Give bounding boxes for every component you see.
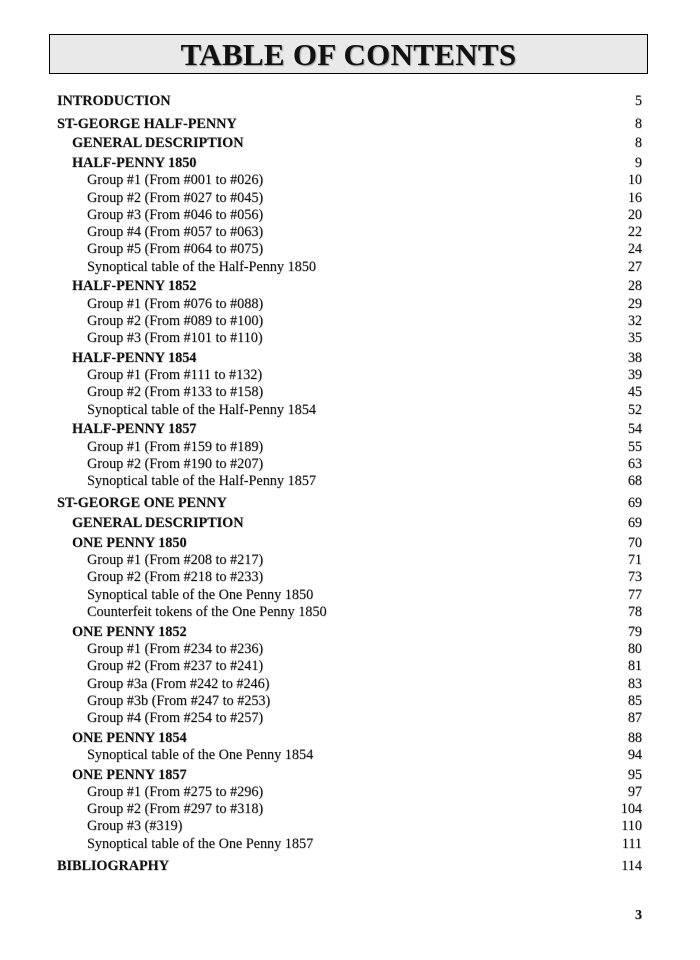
toc-entry-one-penny-1857[interactable] xyxy=(0,766,700,784)
toc-entry-page: 81 xyxy=(627,658,642,674)
toc-entry-page: 38 xyxy=(627,350,642,366)
toc-entry-page: 29 xyxy=(627,296,642,312)
toc-entry-label: HALF-PENNY 1850 xyxy=(72,155,197,171)
toc-entry-page: 78 xyxy=(627,604,642,620)
toc-entry-label: Group #2 (From #133 to #158) xyxy=(87,384,264,400)
toc-entry-group[interactable] xyxy=(0,366,700,384)
toc-entry-half-penny-1857[interactable] xyxy=(0,420,700,438)
toc-entry-page: 83 xyxy=(627,676,642,692)
toc-entry-half-penny-1854[interactable] xyxy=(0,349,700,367)
toc-entry-introduction[interactable] xyxy=(0,92,700,110)
toc-entry-label: Group #2 (From #237 to #241) xyxy=(87,658,264,674)
toc-entry-page: 63 xyxy=(627,456,642,472)
toc-entry-page: 55 xyxy=(627,439,642,455)
toc-entry-label: HALF-PENNY 1854 xyxy=(72,350,197,366)
toc-entry-half-penny-1852[interactable] xyxy=(0,277,700,295)
toc-entry-page: 24 xyxy=(627,241,642,257)
toc-entry-label: Group #3b (From #247 to #253) xyxy=(87,693,271,709)
toc-entry-label: ST-GEORGE HALF-PENNY xyxy=(57,116,237,132)
toc-entry-label: Synoptical table of the One Penny 1854 xyxy=(87,747,314,763)
toc-entry-label: Synoptical table of the One Penny 1850 xyxy=(87,587,314,603)
toc-entry-page: 104 xyxy=(620,801,642,817)
toc-entry-group[interactable] xyxy=(0,783,700,801)
toc-entry-one-penny-1852[interactable] xyxy=(0,623,700,641)
toc-entry-label: Group #1 (From #001 to #026) xyxy=(87,172,264,188)
toc-entry-bibliography[interactable] xyxy=(0,857,700,875)
toc-entry-group[interactable] xyxy=(0,295,700,313)
toc-entry-label: Group #3 (From #046 to #056) xyxy=(87,207,264,223)
toc-entry-label: Group #2 (From #297 to #318) xyxy=(87,801,264,817)
toc-entry-general-description[interactable] xyxy=(0,134,700,152)
toc-entry-label: Group #2 (From #089 to #100) xyxy=(87,313,264,329)
toc-entry-synoptical-table[interactable] xyxy=(0,258,700,276)
toc-entry-label: Group #4 (From #057 to #063) xyxy=(87,224,264,240)
toc-entry-label: Group #1 (From #275 to #296) xyxy=(87,784,264,800)
toc-entry-label: Group #2 (From #190 to #207) xyxy=(87,456,264,472)
toc-entry-page: 28 xyxy=(627,278,642,294)
toc-entry-label: Synoptical table of the Half-Penny 1854 xyxy=(87,402,316,418)
toc-entry-page: 20 xyxy=(627,207,642,223)
toc-entry-st-george-one-penny[interactable] xyxy=(0,494,700,512)
toc-entry-group[interactable] xyxy=(0,817,700,835)
toc-entry-label: Synoptical table of the Half-Penny 1857 xyxy=(87,473,316,489)
toc-entry-page: 9 xyxy=(634,155,642,171)
toc-entry-label: Synoptical table of the One Penny 1857 xyxy=(87,836,314,852)
toc-entry-page: 39 xyxy=(627,367,642,383)
toc-entry-group[interactable] xyxy=(0,800,700,818)
toc-entry-page: 70 xyxy=(627,535,642,551)
toc-entry-label: Group #1 (From #234 to #236) xyxy=(87,641,264,657)
page-title: TABLE OF CONTENTS xyxy=(180,36,517,72)
toc-entry-label: Group #5 (From #064 to #075) xyxy=(87,241,264,257)
toc-entry-group[interactable] xyxy=(0,709,700,727)
toc-entry-half-penny-1850[interactable] xyxy=(0,154,700,172)
toc-entry-one-penny-1854[interactable] xyxy=(0,729,700,747)
toc-entry-group[interactable] xyxy=(0,223,700,241)
toc-entry-group[interactable] xyxy=(0,675,700,693)
toc-entry-page: 68 xyxy=(627,473,642,489)
toc-entry-label: Group #2 (From #027 to #045) xyxy=(87,190,264,206)
toc-entry-group[interactable] xyxy=(0,171,700,189)
toc-entry-counterfeit-tokens[interactable] xyxy=(0,603,700,621)
toc-entry-group[interactable] xyxy=(0,455,700,473)
toc-entry-group[interactable] xyxy=(0,568,700,586)
toc-entry-label: Group #1 (From #111 to #132) xyxy=(87,367,263,383)
toc-entry-group[interactable] xyxy=(0,206,700,224)
toc-entry-label: ONE PENNY 1852 xyxy=(72,624,187,640)
toc-entry-label: HALF-PENNY 1857 xyxy=(72,421,197,437)
toc-entry-page: 45 xyxy=(627,384,642,400)
toc-entry-label: Group #1 (From #159 to #189) xyxy=(87,439,264,455)
toc-entry-page: 52 xyxy=(627,402,642,418)
toc-entry-page: 94 xyxy=(627,747,642,763)
toc-entry-page: 110 xyxy=(621,818,642,834)
toc-entry-label: Group #1 (From #208 to #217) xyxy=(87,552,264,568)
toc-entry-label: GENERAL DESCRIPTION xyxy=(72,135,244,151)
toc-entry-synoptical-table[interactable] xyxy=(0,472,700,490)
toc-entry-label: ONE PENNY 1850 xyxy=(72,535,187,551)
toc-entry-page: 35 xyxy=(627,330,642,346)
toc-entry-group[interactable] xyxy=(0,692,700,710)
toc-entry-page: 85 xyxy=(627,693,642,709)
toc-entry-page: 69 xyxy=(627,495,642,511)
toc-entry-page: 32 xyxy=(627,313,642,329)
toc-entry-group[interactable] xyxy=(0,329,700,347)
toc-entry-st-george-half-penny[interactable] xyxy=(0,115,700,133)
toc-entry-label: Group #3 (From #101 to #110) xyxy=(87,330,263,346)
toc-entry-page: 8 xyxy=(634,135,642,151)
toc-entry-label: Group #3 (#319) xyxy=(87,818,183,834)
toc-entry-page: 88 xyxy=(627,730,642,746)
toc-entry-label: Group #1 (From #076 to #088) xyxy=(87,296,264,312)
toc-entry-label: ONE PENNY 1854 xyxy=(72,730,187,746)
toc-entry-page: 87 xyxy=(627,710,642,726)
page-number: 3 xyxy=(635,908,642,923)
toc-entry-group[interactable] xyxy=(0,312,700,330)
toc-entry-page: 95 xyxy=(627,767,642,783)
toc-entry-page: 54 xyxy=(627,421,642,437)
toc-entry-label: Synoptical table of the Half-Penny 1850 xyxy=(87,259,316,275)
toc-entry-page: 22 xyxy=(627,224,642,240)
toc-entry-label: Counterfeit tokens of the One Penny 1850 xyxy=(87,604,327,620)
toc-entry-synoptical-table[interactable] xyxy=(0,746,700,764)
toc-entry-label: Group #3a (From #242 to #246) xyxy=(87,676,270,692)
toc-entry-page: 73 xyxy=(627,569,642,585)
toc-entry-label: BIBLIOGRAPHY xyxy=(57,858,169,874)
toc-entry-page: 111 xyxy=(621,836,642,852)
toc-entry-group[interactable] xyxy=(0,551,700,569)
toc-entry-label: GENERAL DESCRIPTION xyxy=(72,515,244,531)
toc-entry-group[interactable] xyxy=(0,438,700,456)
toc-entry-page: 5 xyxy=(634,93,642,109)
toc-entry-page: 69 xyxy=(627,515,642,531)
toc-entry-label: Group #2 (From #218 to #233) xyxy=(87,569,264,585)
toc-entry-group[interactable] xyxy=(0,640,700,658)
toc-entry-page: 77 xyxy=(627,587,642,603)
toc-title-box xyxy=(49,34,648,74)
toc-entry-label: ST-GEORGE ONE PENNY xyxy=(57,495,227,511)
toc-entry-synoptical-table[interactable] xyxy=(0,586,700,604)
toc-entry-label: INTRODUCTION xyxy=(57,93,171,109)
toc-entry-synoptical-table[interactable] xyxy=(0,401,700,419)
toc-entry-group[interactable] xyxy=(0,240,700,258)
toc-entry-synoptical-table[interactable] xyxy=(0,835,700,853)
toc-entry-page: 71 xyxy=(627,552,642,568)
toc-entry-group[interactable] xyxy=(0,189,700,207)
toc-entry-page: 10 xyxy=(627,172,642,188)
toc-entry-label: Group #4 (From #254 to #257) xyxy=(87,710,264,726)
toc-entry-group[interactable] xyxy=(0,657,700,675)
toc-entry-page: 97 xyxy=(627,784,642,800)
toc-entry-label: HALF-PENNY 1852 xyxy=(72,278,197,294)
toc-entry-label: ONE PENNY 1857 xyxy=(72,767,187,783)
toc-entry-group[interactable] xyxy=(0,383,700,401)
toc-entry-general-description[interactable] xyxy=(0,514,700,532)
toc-entry-page: 80 xyxy=(627,641,642,657)
toc-entry-page: 27 xyxy=(627,259,642,275)
toc-entry-page: 16 xyxy=(627,190,642,206)
toc-entry-page: 79 xyxy=(627,624,642,640)
toc-entry-page: 8 xyxy=(634,116,642,132)
toc-entry-one-penny-1850[interactable] xyxy=(0,534,700,552)
toc-entry-page: 114 xyxy=(621,858,642,874)
